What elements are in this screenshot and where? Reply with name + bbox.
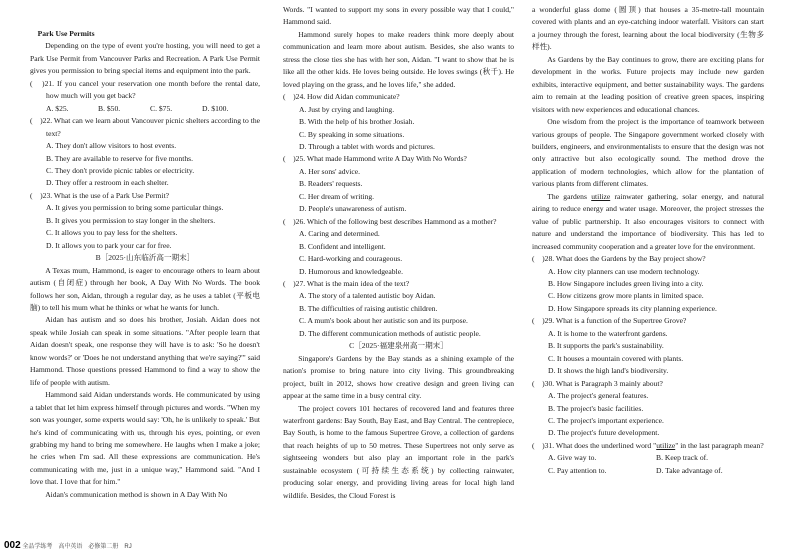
option-d: D. It shows the high land's biodiversity. [548,366,669,376]
passage-c-paragraph-4: One wisdom from the project is the importance of teamwork between various groups of people. The Singapore government worked closely with builders, engineers, and environmentalists to ensure that the design was not only attractive but also ecologically sound. The method drove the application of modern technologies, which allow for the plantation of various plants from different climates. [532,117,764,189]
question-23: ( )23. What is the use of a Park Use Permit? [30,190,170,200]
question-21-options [30,103,260,115]
passage-b-paragraph-3: Hammond said Aidan understands words. He communicated by using a tablet that let him express himself through pictures and words. "When my son was younger, some experts would say: 'Oh, he is unlikely to speak.' But he's kind of communicating with us, through his eyes, pointing, or even grabbing my hand to bring me somewhere. He laughs when I make a joke; he cries when I'm sad. All these expressions are communication. He's communicating with me, just in a unique way," Hammond said. "And I love that. I love that for him." [30,390,260,487]
passage-c-paragraph-2: The project covers 101 hectares of recovered land and features three waterfront gardens: Bay South, Bay East, and Bay Central. The centrepiece, Bay South, is home to the famous Supertree Grove, a collection of gardens that reach heights of up to 50 metres. These Supertrees not only serve as sightseeing wonders but also play an important role in the park's sustainable ecosystem (可持续生态系统) by collecting rainwater, producing solar energy, and providing living areas for local high land wildlife. Besides, the Cloud Forest is [283,403,514,500]
option-b: B. It gives you permission to stay longer in the shelters. [46,215,216,225]
option-b: B. $50. [98,103,121,113]
option-a: A. Her sons' advice. [299,166,361,176]
question-22: ( )22. What can we learn about Vancouver picnic shelters according to the text? [30,116,260,138]
question-27: ( )27. What is the main idea of the text? [283,278,410,288]
question-31 [532,440,764,452]
passage-b-paragraph-2: Aidan has autism and so does his brother, Josiah. Aidan does not speak while Josiah can speak in some situations. "After people learn that Aidan doesn't speak, one response they will have is to ask: 'So he doesn't know words?' or 'Does he not understand anything that we're saying?'" said Hammond. Those questions pressed Hammond to find a way to show the life of people with autism. [30,315,260,387]
question-31-options-row-1 [532,452,764,464]
option-a: A. Caring and determined. [299,229,380,239]
option-b: B. The project's basic facilities. [548,403,644,413]
option-d: D. It allows you to park your car for free. [46,240,172,250]
passage-c-paragraph-1: Singapore's Gardens by the Bay stands as a shining example of the nation's promise to bring nature into city living. This groundbreaking project, built in 2012, shows how creative design and green living can appear at the same time in a busy central city. [283,353,514,401]
text-run: rainwater gathering, solar energy, and natural airing to reduce energy and water usage. Moreover, the project stresses the value of public partnership. It also encourages visitors to connect with nature and understand the importance of biodiversity. This has led to increased community cooperation and a greater love for the environment. [532,191,765,251]
option-d: D. Take advantage of. [656,465,723,475]
option-a: A. They don't allow visitors to host events. [46,141,177,151]
option-c: C. $75. [150,103,173,113]
option-a: A. It is home to the waterfront gardens. [548,328,668,338]
option-c: C. Her dream of writing. [299,191,375,201]
option-b: B. The difficulties of raising autistic children. [299,303,438,313]
underlined-word: utilize [656,440,676,450]
option-c: C. It houses a mountain covered with plants. [548,353,684,363]
passage-b-continued: Words. "I wanted to support my sons in every possible way that I could," Hammond said. [283,5,514,27]
option-c: C. How citizens grow more plants in limited space. [548,291,704,301]
column-left [30,28,260,501]
question-25: ( )25. What made Hammond write A Day With No Words? [283,154,467,164]
option-a: A. Give way to. [548,453,597,463]
passage-b-paragraph-5: Hammond surely hopes to make readers think more deeply about communication and learn more about autism. Besides, she also wants to stress the close ties she has with her son, Aidan. "I want to show that he is like all the other kids. He loves being outside. He loves swings (秋千). He loved playing on the grass, and he loves life," she added. [283,29,514,89]
question-29: ( )29. What is a function of the Supertree Grove? [532,316,687,326]
option-a: A. How city planners can use modern technology. [548,266,700,276]
passage-c-paragraph-5 [532,191,764,253]
option-c: C. Hard-working and courageous. [299,254,403,264]
text-run: ( )31. What does the underlined word " [532,440,657,450]
option-d: D. The project's future development. [548,428,660,438]
option-b: B. Confident and intelligent. [299,241,386,251]
option-b: B. Keep track of. [656,453,709,463]
option-d: D. How Singapore spreads its city planning experience. [548,303,717,313]
text-run: " in the last paragraph mean? [675,440,764,450]
question-30: ( )30. What is Paragraph 3 mainly about? [532,378,663,388]
page-number: 002 [4,540,21,551]
option-a: A. Just by crying and laughing. [299,104,395,114]
column-right [532,4,764,477]
option-b: B. It supports the park's sustainability. [548,341,664,351]
page-footer [4,540,132,551]
option-d: D. The different communication methods of autistic people. [299,328,481,338]
passage-a-intro: Depending on the type of event you're hosting, you will need to get a Park Use Permit from Vancouver Parks and Recreation. A Park Use Permit gives you permission to bring special items and equipment into the park. [30,41,260,76]
option-c: C. A mum's book about her autistic son and its purpose. [299,316,468,326]
option-b: B. With the help of his brother Josiah. [299,117,415,127]
option-c: C. It allows you to pay less for the shelters. [46,228,178,238]
option-d: D. They offer a restroom in each shelter. [46,178,169,188]
passage-c-continued: a wonderful glass dome (圆顶) that houses a 35-metre-tall mountain covered with plants and an eye-catching indoor waterfall. Visitors can start a journey through the forest, learning about the local biodiversity (生物多样性). [532,5,764,52]
underlined-word: utilize [591,191,611,201]
question-21: ( )21. If you cancel your reservation one month before the rental date, how much will you get back? [30,78,260,101]
option-b: B. Readers' requests. [299,179,363,189]
option-a: A. It gives you permission to bring some particular things. [46,203,224,213]
option-b: B. They are available to reserve for five months. [46,153,194,163]
option-c: C. By speaking in some situations. [299,129,405,139]
column-middle [283,4,514,502]
question-28: ( )28. What does the Gardens by the Bay project show? [532,254,706,264]
passage-c-paragraph-3: As Gardens by the Bay continues to grow, there are exciting plans for development in the works. Future projects may include new garden exhibits, interactive equipment, and better sustainability ways. The gardens aim to remain at the leading position of creative green spaces, inspiring visitors with new experiences and educational chances. [532,54,764,114]
option-d: D. $100. [202,103,229,113]
passage-b-paragraph-4: Aidan's communication method is shown in A Day With No [45,489,228,499]
option-a: A. $25. [46,103,69,113]
section-c-heading: C［2025·福建泉州高一期末］ [349,341,448,351]
option-d: D. People's unawareness of autism. [299,204,407,214]
passage-b-paragraph-1: A Texas mum, Hammond, is eager to encourage others to learn about autism (自闭症) through her book, A Day With No Words. The book follows her son, Aidan, through a regular day, as he uses a tablet (平板电脑) to tell his mum what he thinks or what he wants for lunch. [30,265,260,312]
option-c: C. They don't provide picnic tables or electricity. [46,165,195,175]
question-26: ( )26. Which of the following best describes Hammond as a mother? [283,216,497,226]
option-b: B. How Singapore includes green living into a city. [548,278,704,288]
option-d: D. Humorous and knowledgeable. [299,266,403,276]
section-b-heading: B［2025·山东临沂高一期末］ [95,253,195,263]
footer-text: 全品学练考 高中英语 必修第二册 RJ [22,544,132,550]
question-24: ( )24. How did Aidan communicate? [283,92,400,102]
passage-a-title: Park Use Permits [37,29,95,38]
option-c: C. Pay attention to. [548,465,607,475]
option-a: A. The story of a talented autistic boy Aidan. [299,291,436,301]
text-run: The gardens [547,191,592,201]
option-d: D. Through a tablet with words and pictures. [299,141,435,151]
option-a: A. The project's general features. [548,391,649,401]
option-c: C. The project's important experience. [548,415,664,425]
question-31-options-row-2 [532,465,764,477]
